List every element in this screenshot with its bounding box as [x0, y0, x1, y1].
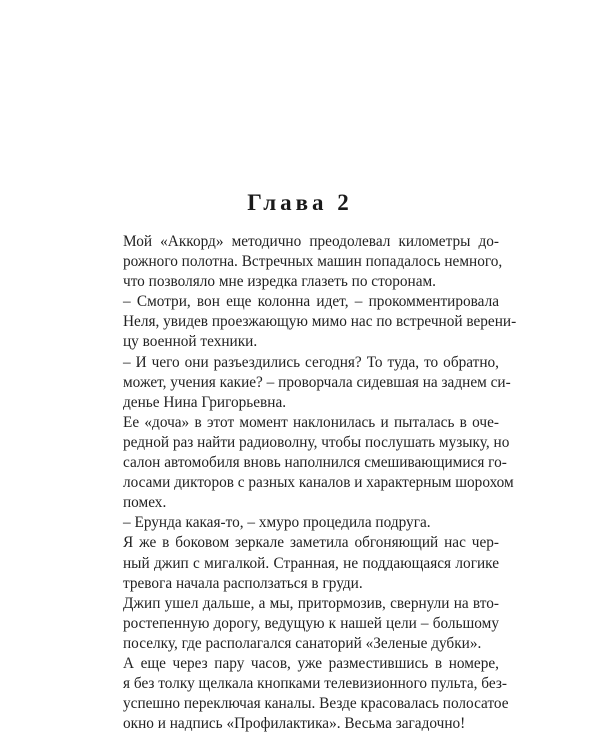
text-line: цу военной техники.: [123, 333, 258, 351]
text-line: рожного полотна. Встречных машин попадалось немного,: [123, 253, 503, 271]
text-line: ростепенную дорогу, ведущую к нашей цели – большому: [123, 614, 499, 632]
text-line: я без толку щелкала кнопками телевизионного пульта, без-: [123, 675, 508, 693]
text-line: Ее «доча» в этот момент наклонилась и пыталась в оче-: [123, 413, 499, 431]
text-line: салон автомобиля вновь наполнился смешивающимися го-: [123, 454, 507, 472]
chapter-title: Глава 2: [247, 190, 353, 215]
text-line: Джип ушел дальше, а мы, притормозив, свернули на вто-: [123, 594, 499, 612]
paragraph: [101, 353, 511, 413]
text-line: лосами дикторов с разных каналов и характерным шорохом: [123, 474, 514, 492]
text-line: денье Нина Григорьевна.: [123, 393, 287, 411]
text-line: помех.: [123, 494, 167, 512]
text-line: Я же в боковом зеркале заметила обгоняющий нас чер-: [123, 534, 499, 552]
text-line: ный джип с мигалкой. Странная, не поддающаяся логике: [123, 554, 499, 572]
text-line: Неля, увидев проезжающую мимо нас по встречной верени-: [123, 313, 517, 331]
paragraph: [101, 292, 517, 352]
text-line: – Ерунда какая-то, – хмуро процедила подруга.: [123, 514, 431, 532]
text-line: – Смотри, вон еще колонна идет, – прокомментировала: [123, 293, 499, 311]
text-line: – И чего они разъездились сегодня? То туда, то обратно,: [123, 353, 499, 371]
text-line: тревога начала расползаться в груди.: [123, 574, 363, 592]
paragraph: [101, 232, 503, 292]
paragraph: [101, 513, 499, 533]
text-line: редной раз найти радиоволну, чтобы послушать музыку, но: [123, 433, 510, 451]
paragraph: [101, 594, 499, 654]
paragraph: [101, 533, 499, 593]
text-line: Мой «Аккорд» методично преодолевал километры до-: [123, 233, 499, 250]
text-line: что позволяло мне изредка глазеть по сторонам.: [123, 273, 437, 291]
paragraph: [101, 654, 509, 734]
text-line: окно и надпись «Профилактика». Весьма загадочно!: [123, 715, 466, 733]
text-line: поселку, где располагался санаторий «Зеленые дубки».: [123, 634, 482, 652]
text-line: А еще через пару часов, уже разместившись в номере,: [123, 654, 499, 672]
paragraph: [101, 413, 514, 513]
text-line: может, учения какие? – проворчала сидевшая на заднем си-: [123, 373, 511, 391]
text-line: успешно переключая каналы. Везде красовалась полосатое: [123, 695, 509, 713]
chapter-body: [101, 232, 517, 734]
